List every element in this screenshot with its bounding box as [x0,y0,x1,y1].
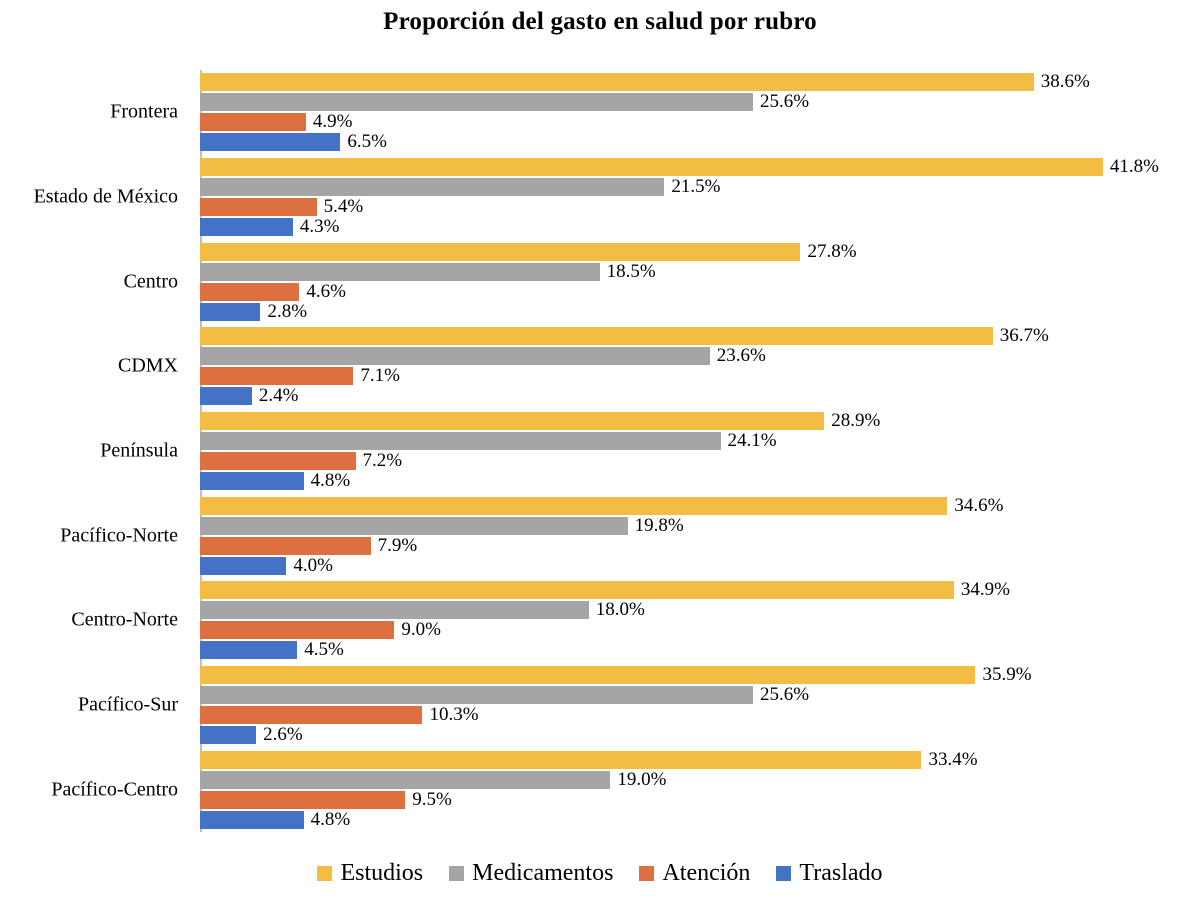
bar-traslado[interactable] [200,726,256,744]
bar-value-label: 9.5% [412,788,452,810]
legend-label: Medicamentos [472,860,614,886]
bar-row [200,581,1160,599]
bar-atención[interactable] [200,791,405,809]
bar-value-label: 7.9% [377,534,418,556]
legend-swatch-icon [776,866,791,881]
bar-row [200,768,1160,790]
bar-row [200,452,1160,470]
bar-value-label: 34.6% [954,494,1004,516]
bar-traslado[interactable] [200,387,252,405]
bar-atención[interactable] [200,113,306,131]
legend-swatch-icon [639,866,654,881]
category-label: CDMX [117,354,178,377]
legend-swatch-icon [317,866,332,881]
bar-row [200,347,1160,365]
bar-row [200,133,1160,151]
bar-value-label: 4.9% [312,111,353,133]
bar-value-label: 23.6% [716,345,766,367]
chart-legend [0,860,1200,887]
bar-row [200,808,1160,830]
bar-value-label: 4.8% [310,470,351,491]
legend-item-medicamentos[interactable] [449,860,613,887]
legend-label: Traslado [799,860,883,886]
category-label: Pacífico-Norte [60,524,178,547]
bar-value-label: 34.9% [960,579,1010,601]
bar-row [200,73,1160,91]
bar-atención[interactable] [200,706,422,724]
bar-value-label: 10.3% [429,704,479,725]
category-label: Centro-Norte [71,608,178,631]
chart-title: Proporción del gasto en salud por rubro [383,8,817,35]
bar-value-label: 21.5% [671,176,721,197]
bar-value-label: 4.6% [306,280,346,302]
bar-value-label: 7.2% [362,450,403,471]
category-label: Frontera [110,100,178,123]
bar-traslado[interactable] [200,218,293,236]
bar-value-label: 2.4% [258,385,299,407]
legend-swatch-icon [449,866,464,881]
bar-row [200,534,1160,556]
bar-traslado[interactable] [200,557,286,575]
bar-row [200,260,1160,282]
bar-row [200,113,1160,131]
bar-row [200,641,1160,659]
bar-group [200,494,1160,576]
bar-traslado[interactable] [200,133,340,151]
bar-estudios[interactable] [200,581,954,599]
bar-row [200,218,1160,236]
bar-row [200,514,1160,536]
bar-row [200,93,1160,111]
bar-estudios[interactable] [200,73,1034,91]
bar-medicamentos[interactable] [200,263,600,281]
bar-row [200,198,1160,216]
bar-value-label: 24.1% [727,430,777,451]
bar-row [200,300,1160,322]
bar-row [200,472,1160,490]
bar-value-label: 33.4% [928,748,978,770]
legend-item-traslado[interactable] [776,860,882,887]
bar-value-label: 7.1% [360,365,400,387]
bar-medicamentos[interactable] [200,347,710,365]
bar-traslado[interactable] [200,303,260,321]
category-label: Estado de México [33,185,178,208]
bar-atención[interactable] [200,452,356,470]
bar-estudios[interactable] [200,666,975,684]
bar-medicamentos[interactable] [200,686,753,704]
bar-atención[interactable] [200,367,353,385]
bar-row [200,327,1160,345]
bar-estudios[interactable] [200,412,824,430]
bar-atención[interactable] [200,198,317,216]
bar-row [200,367,1160,385]
bar-group [200,581,1160,659]
bar-value-label: 25.6% [759,91,810,113]
bar-value-label: 18.0% [595,599,645,621]
bar-medicamentos[interactable] [200,178,664,196]
bar-row [200,601,1160,619]
bar-row [200,726,1160,744]
category-label: Centro [123,270,178,293]
bar-row [200,240,1160,262]
category-label: Pacífico-Sur [78,693,178,716]
bar-medicamentos[interactable] [200,771,610,789]
bar-estudios[interactable] [200,497,947,515]
bar-atención[interactable] [200,283,299,301]
legend-label: Estudios [340,860,424,886]
bar-group [200,748,1160,830]
bar-estudios[interactable] [200,243,800,261]
bar-medicamentos[interactable] [200,517,628,535]
legend-label: Atención [662,860,751,886]
bar-medicamentos[interactable] [200,93,753,111]
bar-group [200,158,1160,236]
bar-value-label: 27.8% [807,240,857,262]
bar-row [200,666,1160,684]
bar-row [200,178,1160,196]
bar-value-label: 35.9% [982,664,1032,685]
plot-area [200,70,1160,832]
bar-value-label: 18.5% [606,260,656,282]
bar-row [200,748,1160,770]
bar-traslado[interactable] [200,472,304,490]
bar-row [200,387,1160,405]
bar-value-label: 6.5% [347,131,387,153]
bar-row [200,158,1160,176]
bar-estudios[interactable] [200,327,993,345]
bar-value-label: 25.6% [759,684,810,705]
bar-row [200,494,1160,516]
bar-traslado[interactable] [200,811,304,829]
bar-value-label: 4.0% [293,554,333,576]
bar-row [200,621,1160,639]
bar-medicamentos[interactable] [200,601,589,619]
bar-value-label: 19.8% [634,514,684,536]
bar-atención[interactable] [200,537,371,555]
category-axis-labels [0,70,188,832]
bar-group [200,73,1160,151]
bar-group [200,666,1160,744]
bar-group [200,327,1160,405]
bar-value-label: 9.0% [401,619,441,641]
bar-value-label: 5.4% [323,196,364,217]
category-label: Península [100,439,178,462]
legend-item-atención[interactable] [639,860,750,887]
legend-item-estudios[interactable] [317,860,423,887]
bar-value-label: 36.7% [999,325,1049,347]
bar-atención[interactable] [200,621,394,639]
bar-value-label: 19.0% [617,768,667,790]
bar-medicamentos[interactable] [200,432,721,450]
bar-row [200,788,1160,810]
bar-value-label: 4.5% [304,639,344,661]
bar-value-label: 38.6% [1040,71,1090,93]
bar-row [200,432,1160,450]
bar-value-label: 2.6% [263,724,303,745]
bar-row [200,280,1160,302]
bar-value-label: 4.3% [299,216,340,237]
bar-value-label: 28.9% [831,410,881,431]
bar-traslado[interactable] [200,641,297,659]
bar-estudios[interactable] [200,158,1103,176]
bar-group [200,412,1160,490]
bar-value-label: 41.8% [1109,156,1159,177]
bar-group [200,240,1160,322]
category-label: Pacífico-Centro [51,778,178,801]
bar-row [200,686,1160,704]
bar-value-label: 2.8% [267,300,308,322]
bar-estudios[interactable] [200,751,921,769]
bar-row [200,412,1160,430]
bar-value-label: 4.8% [310,808,351,830]
bar-row [200,554,1160,576]
bar-row [200,706,1160,724]
